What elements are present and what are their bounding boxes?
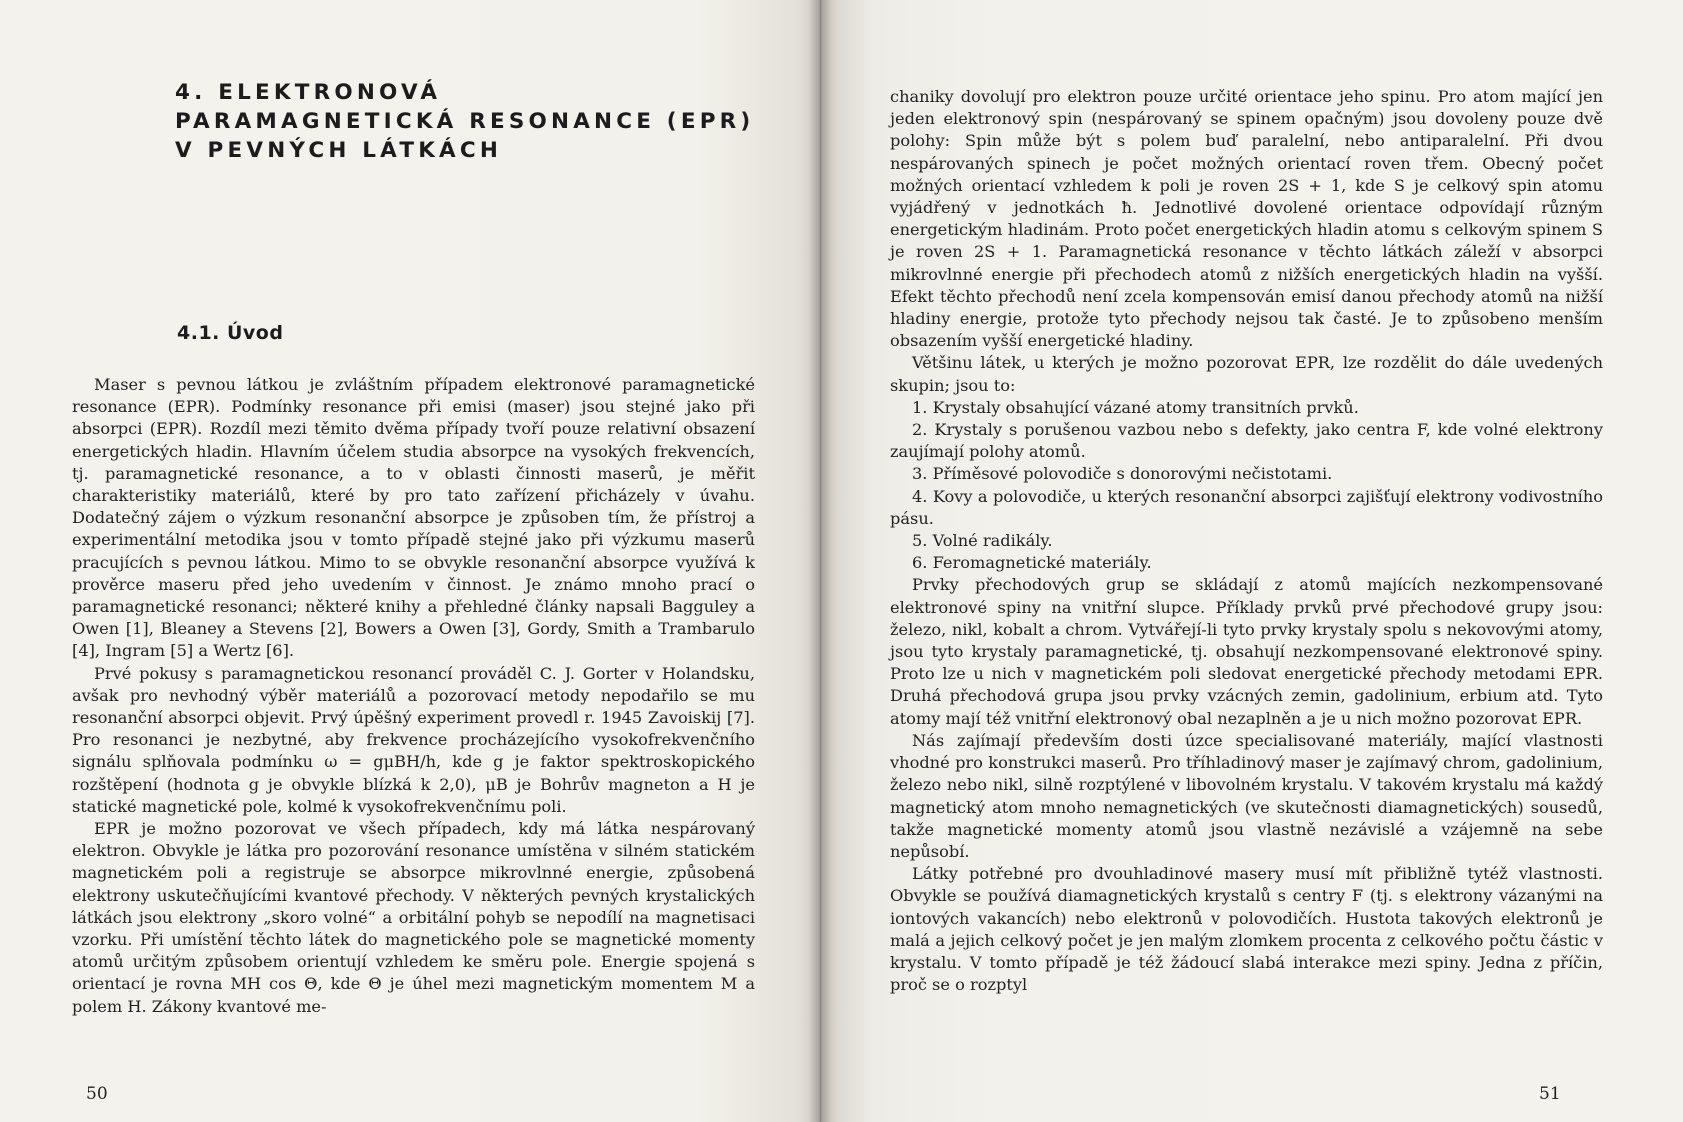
right-page	[820, 0, 1683, 1122]
chapter-title	[175, 78, 754, 165]
paragraph: Prvky přechodových grup se skládají z atomů majících nezkompensované elektronové spiny na vnitřní slupce. Příklady prvků prvé přechodové grupy jsou: železo, nikl, kobalt a chrom. Vytvářejí-li tyto prvky krystaly spolu s nekovovými atomy, jsou tyto krystaly paramagnetické, tj. obsahují nezkompensované elektronové spiny. Proto lze u nich v magnetickém poli sledovat energetické přechody metodami EPR. Druhá přechodová grupa jsou prvky vzácných zemin, gadolinium, erbium atd. Tyto atomy mají též vnitřní elektronový obal nezaplněn a je u nich možno pozorovat EPR.	[890, 575, 1603, 728]
left-body-text	[72, 374, 755, 1018]
chapter-title-line: V PEVNÝCH LÁTKÁCH	[175, 138, 503, 163]
paragraph: Prvé pokusy s paramagnetickou resonancí prováděl C. J. Gorter v Holandsku, avšak pro nevhodný výběr materiálů a pozorovací metody nepodařilo se mu resonanční absorpci objevit. Prvý úpěšný experiment provedl r. 1945 Zavoiskij [7]. Pro resonanci je nezbytné, aby frekvence procházejícího vysokofrekvenčního signálu splňovala podmínku ω = gμBH/h, kde g je faktor spektroskopického rozštěpení (hodnota g je obvykle blízká k 2,0), μB je Bohrův magneton a H je statické magnetické pole, kolmé k vysokofrekvenčnímu poli.	[72, 663, 755, 816]
paragraph: Látky potřebné pro dvouhladinové masery musí mít přibližně tytéž vlastnosti. Obvykle se používá diamagnetických krystalů s centry F (tj. s elektrony vázanými na iontových vakancích) nebo elektronů v polovodičích. Hustota takových elektronů je malá a jejich celkový počet je jen malým zlomkem procenta z celkového počtu částic v krystalu. V tomto případě je též žádoucí slabá interakce mezi spiny. Jedna z příčin, proč se o rozptyl	[890, 864, 1603, 995]
list-item: 5. Volné radikály.	[912, 531, 1053, 551]
paragraph: EPR je možno pozorovat ve všech případech, kdy má látka nespárovaný elektron. Obvykle je látka pro pozorování resonance umístěna v silném statickém magnetickém poli a registruje se absorpce mikrovlnné energie, způsobená elektrony uskutečňujícími kvantové přechody. V některých pevných krystalických látkách jsou elektrony „skoro volné“ a orbitální pohyb se nepodílí na magnetisaci vzorku. Při umístění těchto látek do magnetického pole se magnetické momenty atomů určitým způsobem orientují vzhledem ke směru pole. Energie spojená s orientací je rovna MH cos Θ, kde Θ je úhel mezi magnetickým momentem M a polem H. Zákony kvantové me-	[72, 819, 755, 1016]
page-number-left: 50	[86, 1084, 108, 1104]
chapter-title-line: 4. ELEKTRONOVÁ	[175, 80, 442, 105]
book-gutter	[808, 0, 832, 1122]
list-item: 2. Krystaly s porušenou vazbou nebo s defekty, jako centra F, kde volné elektrony zaujímají polohy atomů.	[890, 420, 1603, 462]
paragraph: Většinu látek, u kterých je možno pozorovat EPR, lze rozdělit do dále uvedených skupin; jsou to:	[890, 353, 1603, 395]
paragraph: chaniky dovolují pro elektron pouze určité orientace jeho spinu. Pro atom mající jen jeden elektronový spin (nespárovaný se spinem opačným) jsou dovoleny pouze dvě polohy: Spin může být s polem buď paralelní, nebo antiparalelní. Při dvou nespárovaných spinech je počet možných orientací roven třem. Obecný počet možných orientací vzhledem k poli je roven 2S + 1, kde S je celkový spin atomu vyjádřený v jednotkách ħ. Jednotlivé dovolené orientace odpovídají různým energetickým hladinám. Proto počet energetických hladin atomu s celkovým spinem S je roven 2S + 1. Paramagnetická resonance v těchto látkách záleží v absorpci mikrovlnné energie při přechodech atomů z nižších energetických hladin na vyšší. Efekt těchto přechodů není zcela kompensován emisí danou přechody atomů na nižší hladiny energie, protože tyto přechody nejsou tak časté. Je to způsobeno menším obsazením vyšší energetické hladiny.	[890, 87, 1603, 351]
list-item: 6. Feromagnetické materiály.	[912, 553, 1152, 573]
right-body-text	[890, 86, 1603, 996]
chapter-title-line: PARAMAGNETICKÁ RESONANCE (EPR)	[175, 109, 755, 134]
left-page	[0, 0, 820, 1122]
section-heading: 4.1. Úvod	[177, 322, 284, 344]
list-item: 3. Příměsové polovodiče s donorovými nečistotami.	[912, 464, 1333, 484]
page-number-right: 51	[1539, 1084, 1561, 1104]
paragraph: Nás zajímají především dosti úzce specialisované materiály, mající vlastnosti vhodné pro konstrukci maserů. Pro tříhladinový maser je zajímavý chrom, gadolinium, železo nebo nikl, silně rozptýlené v libovolném krystalu. V takovém krystalu má každý magnetický atom mnoho nemagnetických (ve skutečnosti diamagnetických) sousedů, takže magnetické momenty atomů jsou vlastně nezávislé a vzájemně na sebe nepůsobí.	[890, 730, 1603, 861]
list-item: 1. Krystaly obsahující vázané atomy transitních prvků.	[912, 397, 1359, 417]
list-item: 4. Kovy a polovodiče, u kterých resonanční absorpci zajišťují elektrony vodivostního pásu.	[890, 486, 1603, 528]
paragraph: Maser s pevnou látkou je zvláštním případem elektronové paramagnetické resonance (EPR). Podmínky resonance při emisi (maser) jsou stejné jako při absorpci (EPR). Rozdíl mezi těmito dvěma případy tvoří pouze relativní obsazení energetických hladin. Hlavním účelem studia absorpce na vysokých frekvencích, tj. paramagnetické resonance, a to v oblasti činnosti maserů, je měřit charakteristiky materiálů, které by pro tato zařízení přicházely v úvahu. Dodatečný zájem o výzkum resonanční absorpce je způsoben tím, že přístroj a experimentální metodika jsou v tomto případě stejné jako při výzkumu maserů pracujících s pevnou látkou. Mimo to se obvykle resonanční absorpce využívá k prověrce maseru před jeho uvedením v činnost. Je známo mnoho prací o paramagnetické resonanci; některé knihy a přehledné články napsali Bagguley a Owen [1], Bleaney a Stevens [2], Bowers a Owen [3], Gordy, Smith a Trambarulo [4], Ingram [5] a Wertz [6].	[72, 375, 755, 661]
